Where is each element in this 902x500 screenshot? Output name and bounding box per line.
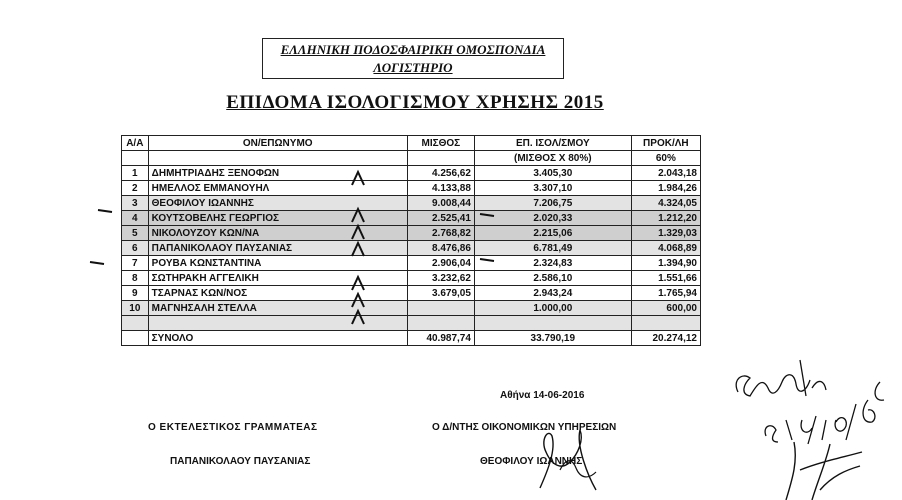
check-mark [352,294,364,307]
cell-aa: 7 [122,256,149,271]
total-isol: 33.790,19 [474,331,631,346]
cell-name: ΡΟΥΒΑ ΚΩΝΣΤΑΝΤΙΝΑ [148,256,407,271]
check-mark [352,172,364,185]
cell-aa: 2 [122,181,149,196]
cell-name: ΚΟΥΤΣΟΒΕΛΗΣ ΓΕΩΡΓΙΟΣ [148,211,407,226]
cell-aa: 3 [122,196,149,211]
cell-prok: 1.551,66 [631,271,700,286]
cell-prok: 600,00 [631,301,700,316]
cell-isol: 2.943,24 [474,286,631,301]
cell-prok: 2.043,18 [631,166,700,181]
cell-aa: 9 [122,286,149,301]
col-header-isol: ΕΠ. ΙΣΟΛ/ΣΜΟΥ [474,136,631,151]
col-header-salary: ΜΙΣΘΟΣ [407,136,474,151]
col-header-prok: ΠΡΟΚ/ΛΗ [631,136,700,151]
dash-mark [480,259,494,261]
document-date: Αθήνα 14-06-2016 [500,390,585,401]
total-label: ΣΥΝΟΛΟ [148,331,407,346]
cell-salary: 9.008,44 [407,196,474,211]
cell-aa: 6 [122,241,149,256]
cell-prok: 4.324,05 [631,196,700,211]
cell-salary: 8.476,86 [407,241,474,256]
organization-name: ΕΛΛΗΝΙΚΗ ΠΟΔΟΣΦΑΙΡΙΚΗ ΟΜΟΣΠΟΝΔΙΑ [280,42,546,57]
signature-center-loop [560,461,596,477]
cell-isol: 3.307,10 [474,181,631,196]
signature-right [786,442,862,500]
cell-name: ΘΕΟΦΙΛΟΥ ΙΩΑΝΝΗΣ [148,196,407,211]
page-title: ΕΠΙΔΟΜΑ ΙΣΟΛΟΓΙΣΜΟΥ ΧΡΗΣΗΣ 2015 [226,92,604,113]
cell-aa: 8 [122,271,149,286]
cell-name: ΗΜΕΛΛΟΣ ΕΜΜΑΝΟΥΗΛ [148,181,407,196]
signatory-left-title: Ο ΕΚΤΕΛΕΣΤΙΚΟΣ ΓΡΑΜΜΑΤΕΑΣ [148,422,318,433]
check-mark [352,311,364,324]
cell-isol: 2.586,10 [474,271,631,286]
cell-isol: 3.405,30 [474,166,631,181]
cell-salary: 3.232,62 [407,271,474,286]
cell-salary: 2.768,82 [407,226,474,241]
cell-name: ΝΙΚΟΛΟΥΖΟΥ ΚΩΝ/ΝΑ [148,226,407,241]
cell-prok: 1.984,26 [631,181,700,196]
subheader-prok: 60% [631,151,700,166]
cell-isol: 2.020,33 [474,211,631,226]
total-salary: 40.987,74 [407,331,474,346]
cell-isol: 7.206,75 [474,196,631,211]
cell-prok: 1.765,94 [631,286,700,301]
col-header-name: ΟΝ/ΕΠΩΝΥΜΟ [148,136,407,151]
department-name: ΛΟΓΙΣΤΗΡΙΟ [373,60,453,75]
signatory-left-name: ΠΑΠΑΝΙΚΟΛΑΟΥ ΠΑΥΣΑΝΙΑΣ [170,456,311,467]
dash-mark [480,214,494,216]
cell-aa: 5 [122,226,149,241]
check-mark [352,209,364,222]
cell-name: ΤΣΑΡΝΑΣ ΚΩΝ/ΝΟΣ [148,286,407,301]
cell-prok: 1.212,20 [631,211,700,226]
cell-name: ΜΑΓΝΗΣΑΛΗ ΣΤΕΛΛΑ [148,301,407,316]
cell-isol: 2.324,83 [474,256,631,271]
handwritten-approval [736,360,826,396]
cell-aa: 4 [122,211,149,226]
cell-isol: 2.215,06 [474,226,631,241]
col-header-aa: Α/Α [122,136,149,151]
cell-name: ΣΩΤΗΡΑΚΗ ΑΓΓΕΛΙΚΗ [148,271,407,286]
cell-prok: 4.068,89 [631,241,700,256]
check-mark [352,226,364,239]
cell-salary: 4.133,88 [407,181,474,196]
cell-salary: 3.679,05 [407,286,474,301]
signatory-right-name: ΘΕΟΦΙΛΟΥ ΙΩΑΝΝΗΣ [480,456,583,467]
cell-salary: 4.256,62 [407,166,474,181]
check-mark [352,277,364,290]
cell-prok: 1.329,03 [631,226,700,241]
subheader-isol: (ΜΙΣΘΟΣ Χ 80%) [474,151,631,166]
cell-aa: 10 [122,301,149,316]
cell-name: ΠΑΠΑΝΙΚΟΛΑΟΥ ΠΑΥΣΑΝΙΑΣ [148,241,407,256]
cell-prok: 1.394,90 [631,256,700,271]
cell-salary: 2.525,41 [407,211,474,226]
cell-name: ΔΗΜΗΤΡΙΑΔΗΣ ΞΕΝΟΦΩΝ [148,166,407,181]
check-mark [352,243,364,256]
cell-aa: 1 [122,166,149,181]
dash-mark [90,262,104,264]
signature-center [540,430,596,490]
dash-mark [98,210,112,212]
cell-salary: 2.906,04 [407,256,474,271]
handwritten-date [765,382,884,444]
cell-isol: 6.781,49 [474,241,631,256]
total-prok: 20.274,12 [631,331,700,346]
signatory-right-title: Ο Δ/ΝΤΗΣ ΟΙΚΟΝΟΜΙΚΩΝ ΥΠΗΡΕΣΙΩΝ [432,422,617,433]
cell-isol: 1.000,00 [474,301,631,316]
